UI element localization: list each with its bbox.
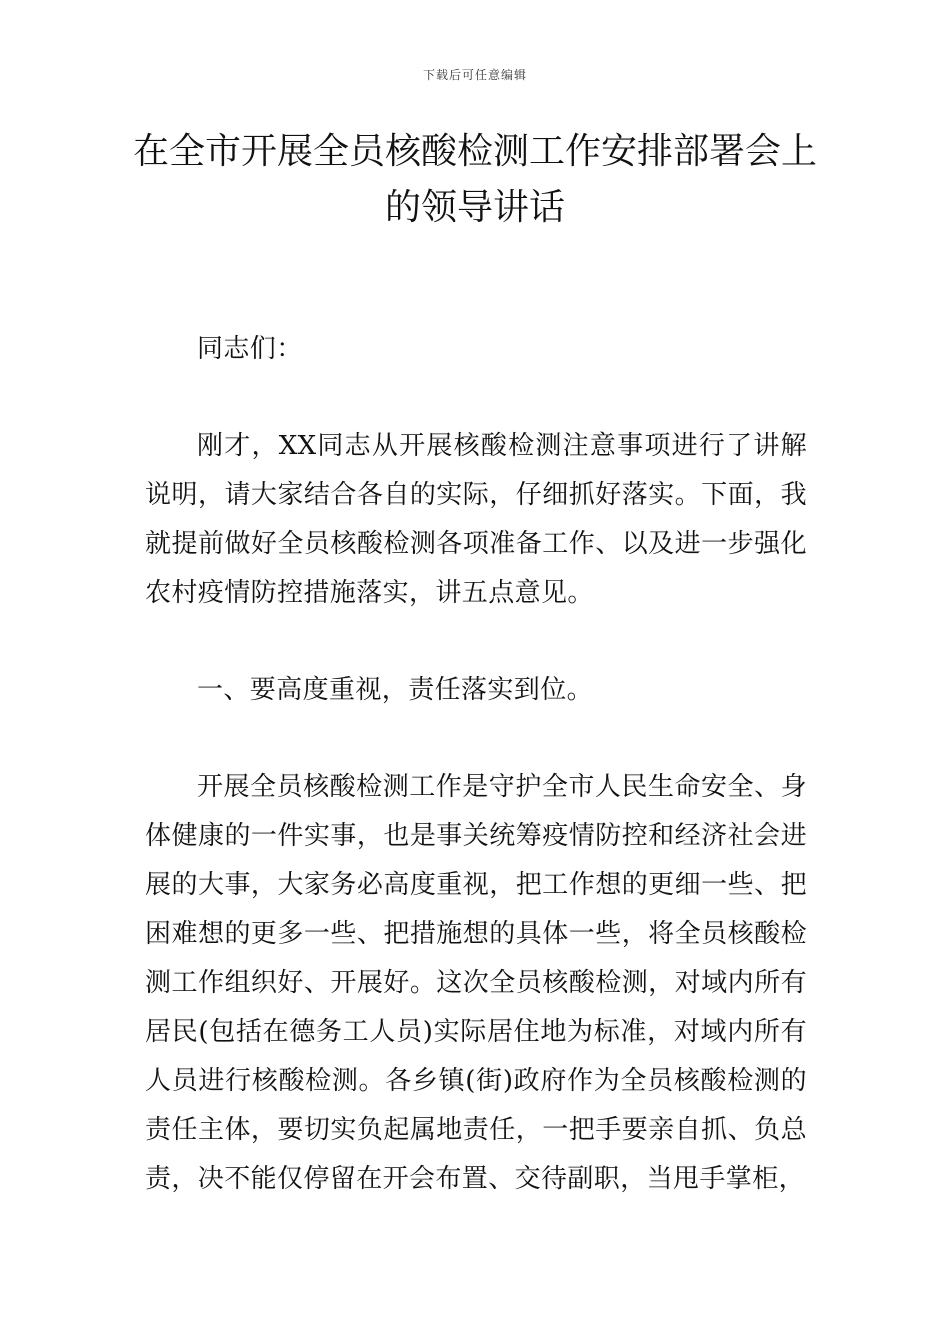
paragraph-spacer: [145, 374, 807, 422]
paragraph-spacer: [145, 715, 807, 763]
document-title: 在全市开展全员核酸检测工作安排部署会上的领导讲话: [132, 131, 817, 228]
intro-paragraph: 刚才，XX同志从开展核酸检测注意事项进行了讲解说明，请大家结合各自的实际，仔细抓好落实。下面，我就提前做好全员核酸检测各项准备工作、以及进一步强化农村疫情防控措施落实，讲五点意见。: [145, 431, 807, 608]
paragraph-spacer: [145, 618, 807, 666]
section-heading: 一、要高度重视，责任落实到位。: [197, 675, 594, 705]
document-body: [145, 325, 807, 1204]
header-note: 下载后可任意编辑: [422, 68, 527, 82]
section-body-paragraph: 开展全员核酸检测工作是守护全市人民生命安全、身体健康的一件实事，也是事关统筹疫情防控和经济社会进展的大事，大家务必高度重视，把工作想的更细一些、把困难想的更多一些、把措施想的具体一些，将全员核酸检测工作组织好、开展好。这次全员核酸检测，对域内所有居民(包括在德务工人员)实际居住地为标准，对域内所有人员进行核酸检测。各乡镇(街)政府作为全员核酸检测的责任主体，要切实负起属地责任，一把手要亲自抓、负总责，决不能仅停留在开会布置、交待副职，当甩手掌柜，: [145, 772, 807, 1194]
salutation: 同志们：: [197, 334, 303, 364]
